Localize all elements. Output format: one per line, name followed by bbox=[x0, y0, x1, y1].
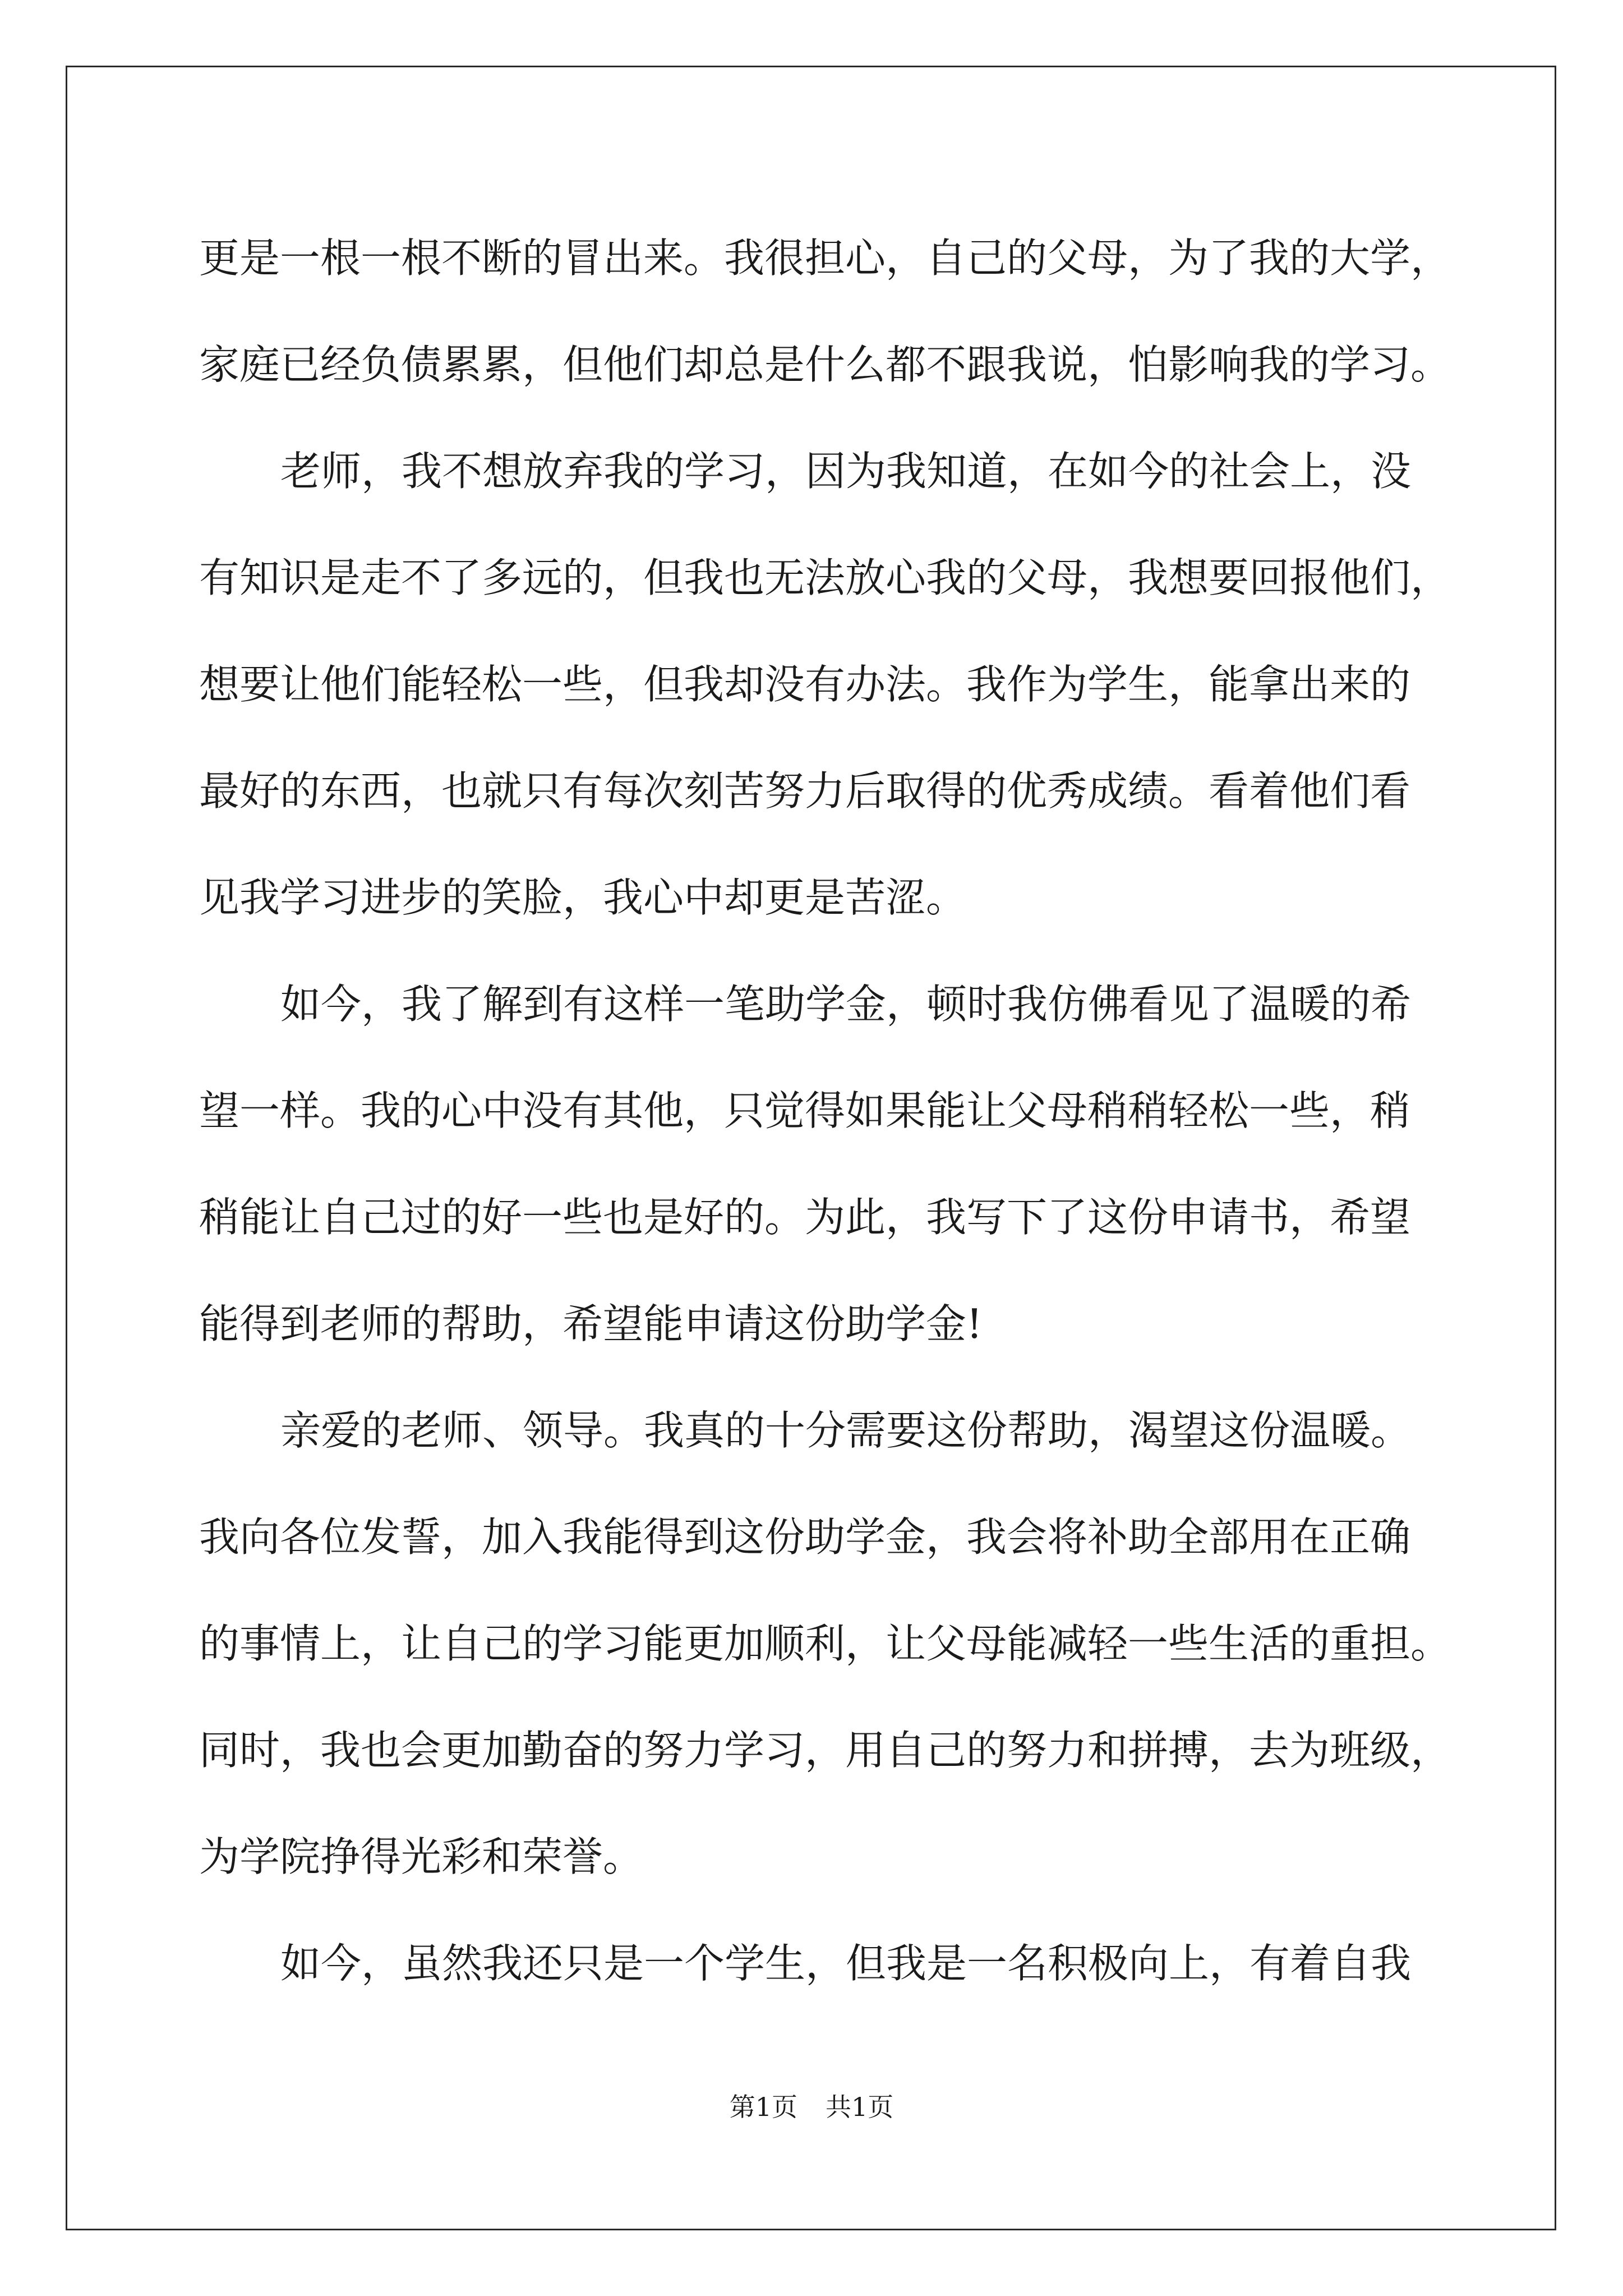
text-line: 稍能让自己过的好一些也是好的。为此，我写下了这份申请书，希望 bbox=[199, 1194, 1411, 1241]
text-line: 老师，我不想放弃我的学习，因为我知道，在如今的社会上，没 bbox=[280, 448, 1412, 495]
text-line: 能得到老师的帮助，希望能申请这份助学金! bbox=[199, 1300, 983, 1347]
text-line: 最好的东西，也就只有每次刻苦努力后取得的优秀成绩。看着他们看 bbox=[199, 767, 1411, 815]
text-line: 的事情上，让自己的学习能更加顺利，让父母能减轻一些生活的重担。 bbox=[199, 1620, 1451, 1667]
text-line: 望一样。我的心中没有其他，只觉得如果能让父母稍稍轻松一些，稍 bbox=[199, 1087, 1411, 1134]
text-line: 如今，虽然我还只是一个学生，但我是一名积极向上，有着自我 bbox=[280, 1940, 1412, 1987]
text-line: 亲爱的老师、领导。我真的十分需要这份帮助，渴望这份温暖。 bbox=[280, 1407, 1412, 1454]
document-body bbox=[199, 205, 1451, 2017]
text-line: 为学院挣得光彩和荣誉。 bbox=[199, 1833, 644, 1880]
text-line: 想要让他们能轻松一些，但我却没有办法。我作为学生，能拿出来的 bbox=[199, 661, 1411, 708]
text-line: 我向各位发誓，加入我能得到这份助学金，我会将补助全部用在正确 bbox=[199, 1513, 1411, 1561]
text-line: 家庭已经负债累累，但他们却总是什么都不跟我说，怕影响我的学习。 bbox=[199, 341, 1451, 388]
text-line: 更是一根一根不断的冒出来。我很担心，自己的父母，为了我的大学， bbox=[199, 234, 1451, 282]
text-line: 有知识是走不了多远的，但我也无法放心我的父母，我想要回报他们， bbox=[199, 554, 1451, 601]
page-number: 第1页 bbox=[729, 2092, 797, 2122]
page-total: 共1页 bbox=[826, 2092, 894, 2122]
page-footer bbox=[0, 2087, 1623, 2124]
text-line: 见我学习进步的笑脸，我心中却更是苦涩。 bbox=[199, 874, 967, 921]
text-line: 如今，我了解到有这样一笔助学金，顿时我仿佛看见了温暖的希 bbox=[280, 981, 1412, 1028]
text-line: 同时，我也会更加勤奋的努力学习，用自己的努力和拼搏，去为班级， bbox=[199, 1727, 1451, 1774]
